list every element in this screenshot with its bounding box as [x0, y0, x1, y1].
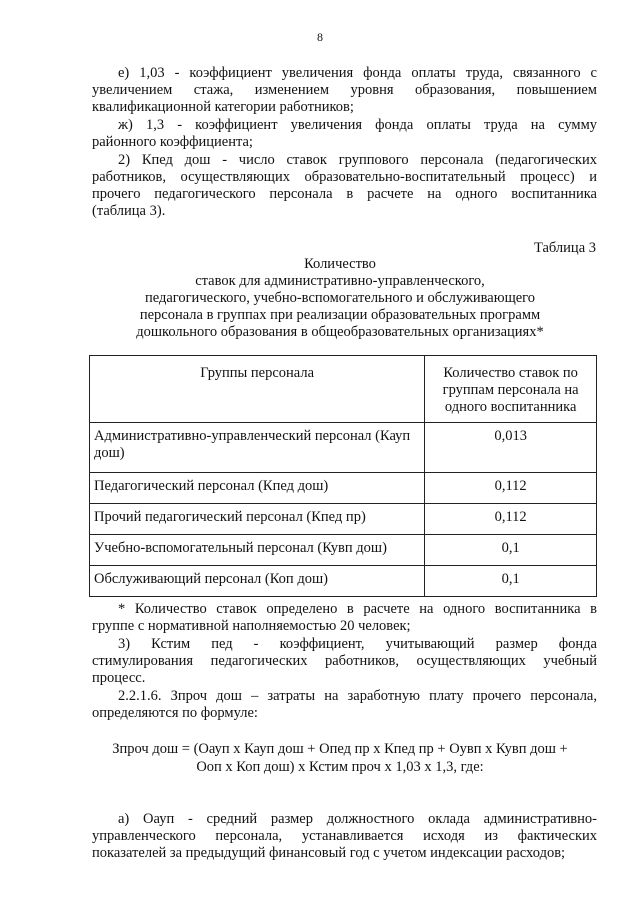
table-title-line: ставок для административно-управленческого, — [195, 273, 485, 289]
text-line: стимулирования педагогических работников, осуществляющих учебный — [92, 653, 597, 669]
text-line: 2.2.1.6. Зпроч дош – затраты на заработную плату прочего персонала, — [118, 688, 597, 704]
text-line: * Количество ставок определено в расчете на одного воспитанника в — [118, 601, 597, 617]
table-row — [90, 566, 597, 597]
paragraph-item-3 — [92, 636, 597, 687]
text-line: процесс. — [92, 670, 146, 686]
text-line: квалификационной категории работников; — [92, 99, 354, 115]
section-2-2-1-6 — [92, 688, 597, 722]
paragraph-item-zh — [92, 117, 597, 151]
text-line: группе с нормативной наполняемостью 20 человек; — [92, 618, 411, 634]
text-line: определяются по формуле: — [92, 705, 258, 721]
paragraph-item-2 — [92, 152, 597, 220]
cell-group: Прочий педагогический персонал (Кпед пр) — [90, 504, 425, 535]
header-rate-count: Количество ставок по группам персонала на одного воспитанника — [425, 356, 597, 423]
table-title-line: персонала в группах при реализации образовательных программ — [139, 307, 541, 323]
table-title-line: Количество — [304, 256, 376, 272]
text-line: 2) Кпед дош - число ставок группового персонала (педагогических — [118, 152, 597, 168]
formula-line: Ооп х Коп дош) х Кстим проч х 1,03 х 1,3, где: — [196, 759, 484, 775]
table-row — [90, 504, 597, 535]
text-line: управленческого персонала, устанавливается исходя из фактических — [92, 828, 597, 844]
table-row — [90, 473, 597, 504]
text-line: ж) 1,3 - коэффициент увеличения фонда оплаты труда на сумму — [118, 117, 597, 133]
text-line: показателей за предыдущий финансовый год с учетом индексации расходов; — [92, 845, 566, 861]
cell-group: Обслуживающий персонал (Коп дош) — [90, 566, 425, 597]
table-header-row — [90, 356, 597, 423]
text-line: районного коэффициента; — [92, 134, 253, 150]
paragraph-item-e — [92, 65, 597, 116]
cell-value: 0,112 — [425, 504, 597, 535]
table-number: Таблица 3 — [533, 240, 596, 256]
cell-group: Административно-управленческий персонал (Кауп дош) — [90, 423, 425, 473]
formula-line: Зпроч дош = (Оауп х Кауп дош + Опед пр х Кпед пр + Оувп х Кувп дош + — [112, 741, 568, 757]
cell-value: 0,1 — [425, 566, 597, 597]
text-line: е) 1,03 - коэффициент увеличения фонда оплаты труда, связанного с — [118, 65, 597, 81]
text-line: прочего педагогического персонала в расчете на одного воспитанника — [92, 186, 597, 202]
text-line: увеличением стажа, изменением уровня образования, повышением — [92, 82, 597, 98]
text-line: (таблица 3). — [92, 203, 166, 219]
cell-group: Педагогический персонал (Кпед дош) — [90, 473, 425, 504]
table-footnote — [92, 601, 597, 635]
text-line: а) Оауп - средний размер должностного оклада административно- — [118, 811, 597, 827]
table-title — [60, 256, 620, 341]
table-row — [90, 423, 597, 473]
cell-value: 0,1 — [425, 535, 597, 566]
table-row — [90, 535, 597, 566]
table-title-line: педагогического, учебно-вспомогательного и обслуживающего — [144, 290, 536, 306]
formula — [60, 740, 620, 776]
cell-group: Учебно-вспомогательный персонал (Кувп дош) — [90, 535, 425, 566]
header-staff-groups: Группы персонала — [90, 356, 425, 423]
cell-value: 0,013 — [425, 423, 597, 473]
staff-rates-table — [89, 355, 597, 597]
text-line: 3) Кстим пед - коэффициент, учитывающий размер фонда — [118, 636, 597, 652]
paragraph-item-a — [92, 811, 597, 862]
cell-value: 0,112 — [425, 473, 597, 504]
text-line: работников, осуществляющих образовательно-воспитательный процесс) и — [92, 169, 597, 185]
table-title-line: дошкольного образования в общеобразовательных организациях* — [136, 324, 544, 340]
page-number: 8 — [317, 30, 323, 44]
